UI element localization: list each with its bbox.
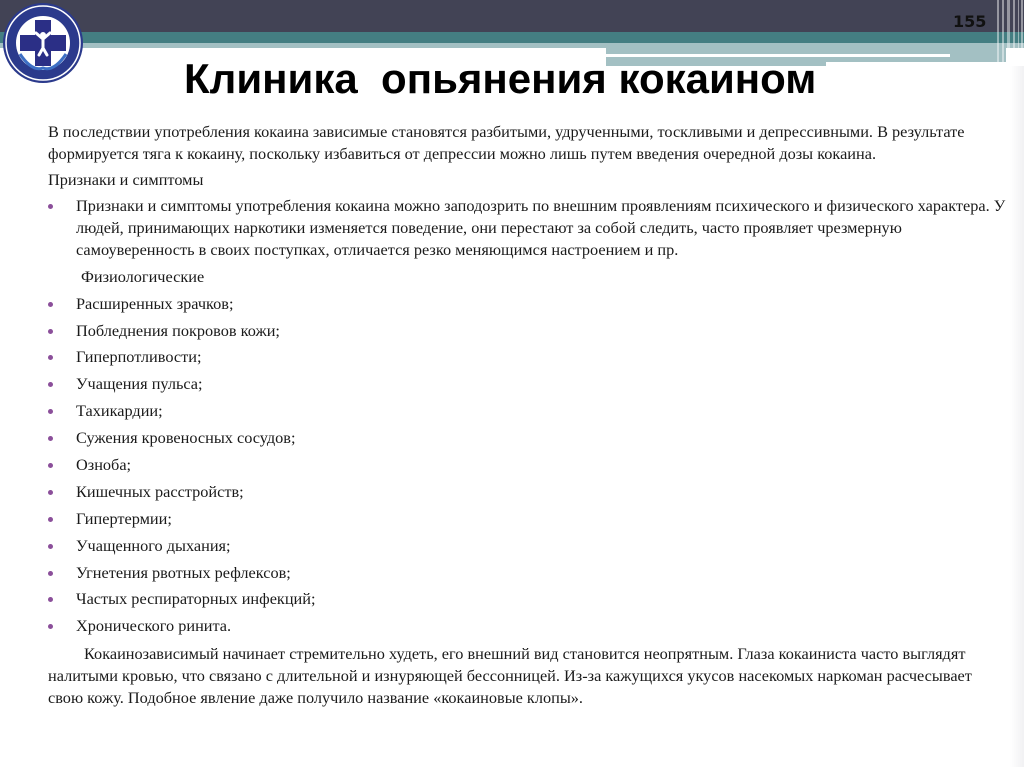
list-item (48, 588, 1008, 610)
list-item (48, 427, 1008, 449)
list-item-text: Хронического ринита. (76, 616, 232, 636)
bullet-icon (48, 571, 53, 576)
bullet-icon (48, 544, 53, 549)
bullet-icon (48, 517, 53, 522)
list-item-text: Учащенного дыхания; (76, 535, 231, 555)
list-item (48, 562, 1008, 584)
header-teal-bar (0, 32, 1024, 43)
list-item-text: Озноба; (76, 455, 132, 475)
bullet-icon (48, 329, 53, 334)
list-item (48, 373, 1008, 395)
bullet-icon (48, 302, 53, 307)
physio-heading: Физиологические (81, 266, 205, 286)
bullet-icon (48, 355, 53, 360)
closing-paragraph: Кокаинозависимый начинает стремительно худеть, его внешний вид становится неопрятным. Глаза кокаиниста часто выглядят налитыми кровью, что связано с длительной и изнуряющей бессонницей. Из-за кажущихся укусов насекомых наркоман расчесывает свою кожу. Подобное явление даже получило название «кокаиновые клопы». (48, 643, 972, 708)
bullet-icon (48, 382, 53, 387)
list-item-text: Угнетения рвотных рефлексов; (76, 562, 291, 582)
signs-bullet-text: Признаки и симптомы употребления кокаина можно заподозрить по внешним проявлениям психического и физического характера. У людей, принимающих наркотики изменяется поведение, они перестают за собой следить, часто проявляет чрезмерную самоуверенность в своих поступках, отличается резко меняющимся настроением и пр. (76, 195, 1006, 260)
list-item-text: Частых респираторных инфекций; (76, 589, 316, 609)
signs-bullet (48, 195, 1008, 262)
list-item (48, 346, 1008, 368)
list-item-text: Тахикардии; (76, 401, 163, 421)
list-item-text: Побледнения покровов кожи; (76, 320, 280, 340)
physio-list (48, 293, 1008, 638)
slide-content (48, 121, 1008, 710)
header-stripes-decoration (995, 0, 1024, 66)
page-number: 155 (953, 12, 987, 31)
list-item-text: Кишечных расстройств; (76, 481, 244, 501)
slide-title: Клиника опьянения кокаином (184, 55, 817, 102)
bullet-icon (48, 204, 53, 209)
header-dark-bar (0, 0, 1024, 32)
list-item-text: Учащения пульса; (76, 374, 203, 394)
bullet-icon (48, 597, 53, 602)
signs-heading: Признаки и симптомы (48, 169, 204, 189)
intro-paragraph: В последствии употребления кокаина зависимые становятся разбитыми, удрученными, тоскливыми и депрессивными. В результате формируется тяга к кокаину, поскольку избавиться от депрессии можно лишь путем введения очередной дозы кокаина. (48, 122, 965, 164)
list-item (48, 535, 1008, 557)
medical-cross-emblem-icon (2, 2, 84, 84)
list-item-text: Гипертермии; (76, 508, 172, 528)
list-item-text: Расширенных зрачков; (76, 293, 234, 313)
right-edge-shadow (1010, 66, 1024, 767)
bullet-icon (48, 436, 53, 441)
list-item (48, 400, 1008, 422)
bullet-icon (48, 409, 53, 414)
bullet-icon (48, 490, 53, 495)
list-item-text: Гиперпотливости; (76, 347, 202, 367)
list-item (48, 481, 1008, 503)
list-item (48, 454, 1008, 476)
list-item (48, 293, 1008, 315)
list-item-text: Сужения кровеносных сосудов; (76, 428, 296, 448)
bullet-icon (48, 624, 53, 629)
list-item (48, 508, 1008, 530)
list-item (48, 320, 1008, 342)
list-item (48, 615, 1008, 637)
bullet-icon (48, 463, 53, 468)
